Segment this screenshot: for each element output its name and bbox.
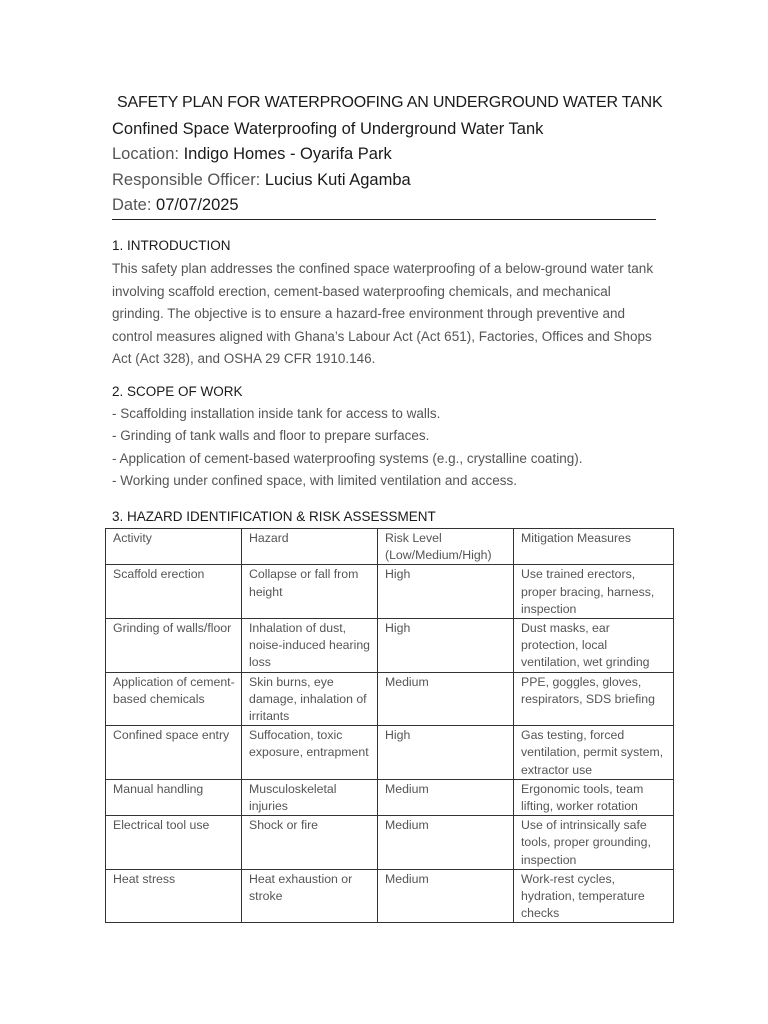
scope-item: - Grinding of tank walls and floor to prepare surfaces. [112, 428, 430, 444]
mitigation-cell: Use trained erectors, proper bracing, harness, inspection [514, 565, 674, 619]
table-row [106, 726, 674, 780]
table-row [106, 779, 674, 815]
activity-cell: Confined space entry [106, 726, 242, 780]
mitigation-cell: Use of intrinsically safe tools, proper grounding, inspection [514, 816, 674, 870]
hazard-cell: Musculoskeletal injuries [242, 779, 378, 815]
hazard-table [105, 528, 674, 923]
mitigation-cell: Work-rest cycles, hydration, temperature checks [514, 869, 674, 923]
hazard-cell: Shock or fire [242, 816, 378, 870]
risk-level-cell: Medium [378, 816, 514, 870]
risk-level-cell: Medium [378, 779, 514, 815]
scope-heading: 2. SCOPE OF WORK [112, 384, 243, 399]
table-row [106, 619, 674, 673]
activity-cell: Heat stress [106, 869, 242, 923]
location-value: Indigo Homes - Oyarifa Park [183, 145, 392, 163]
mitigation-cell: Ergonomic tools, team lifting, worker rotation [514, 779, 674, 815]
risk-level-cell: High [378, 619, 514, 673]
hazard-heading: 3. HAZARD IDENTIFICATION & RISK ASSESSMENT [112, 509, 436, 524]
document-title: SAFETY PLAN FOR WATERPROOFING AN UNDERGROUND WATER TANK [117, 94, 663, 111]
header-divider [112, 219, 656, 220]
mitigation-cell: Gas testing, forced ventilation, permit system, extractor use [514, 726, 674, 780]
introduction-heading: 1. INTRODUCTION [112, 238, 231, 253]
activity-cell: Manual handling [106, 779, 242, 815]
mitigation-cell: PPE, goggles, gloves, respirators, SDS briefing [514, 672, 674, 726]
scope-item: - Scaffolding installation inside tank for access to walls. [112, 406, 441, 421]
table-row [106, 672, 674, 726]
table-row [106, 565, 674, 619]
activity-cell: Grinding of walls/floor [106, 619, 242, 673]
responsible-officer-line [112, 171, 411, 190]
location-label: Location: [112, 145, 184, 163]
scope-item: - Working under confined space, with limited ventilation and access. [112, 472, 517, 488]
column-header-activity: Activity [106, 529, 242, 565]
document-subtitle: Confined Space Waterproofing of Underground Water Tank [112, 120, 544, 138]
hazard-cell: Inhalation of dust, noise-induced hearing loss [242, 619, 378, 673]
activity-cell: Scaffold erection [106, 565, 242, 619]
table-row [106, 869, 674, 923]
mitigation-cell: Dust masks, ear protection, local ventilation, wet grinding [514, 619, 674, 673]
responsible-officer-label: Responsible Officer: [112, 171, 265, 189]
hazard-cell: Collapse or fall from height [242, 565, 378, 619]
location-line [112, 145, 392, 164]
risk-level-cell: Medium [378, 869, 514, 923]
scope-list [112, 403, 672, 492]
introduction-paragraph: This safety plan addresses the confined space waterproofing of a below-ground water tank involving scaffold erection, cement-based waterproofing chemicals, and mechanical grinding. The objective is to ensure a hazard-free environment through preventive and control measures aligned with Ghana’s Labour Act (Act 651), Factories, Offices and Shops Act (Act 328), and OSHA 29 CFR 1910.146. [112, 261, 654, 367]
hazard-cell: Skin burns, eye damage, inhalation of irritants [242, 672, 378, 726]
column-header-mitigation: Mitigation Measures [514, 529, 674, 565]
activity-cell: Application of cement-based chemicals [106, 672, 242, 726]
risk-level-cell: High [378, 565, 514, 619]
date-line [112, 196, 239, 215]
table-row [106, 816, 674, 870]
table-header-row [106, 529, 674, 565]
date-value: 07/07/2025 [156, 196, 239, 214]
activity-cell: Electrical tool use [106, 816, 242, 870]
column-header-hazard: Hazard [242, 529, 378, 565]
date-label: Date: [112, 196, 157, 214]
responsible-officer-value: Lucius Kuti Agamba [264, 171, 411, 189]
hazard-cell: Heat exhaustion or stroke [242, 869, 378, 923]
scope-item: - Application of cement-based waterproofing systems (e.g., crystalline coating). [112, 450, 583, 466]
risk-level-cell: High [378, 726, 514, 780]
hazard-cell: Suffocation, toxic exposure, entrapment [242, 726, 378, 780]
column-header-risk-level: Risk Level (Low/Medium/High) [378, 529, 514, 565]
risk-level-cell: Medium [378, 672, 514, 726]
